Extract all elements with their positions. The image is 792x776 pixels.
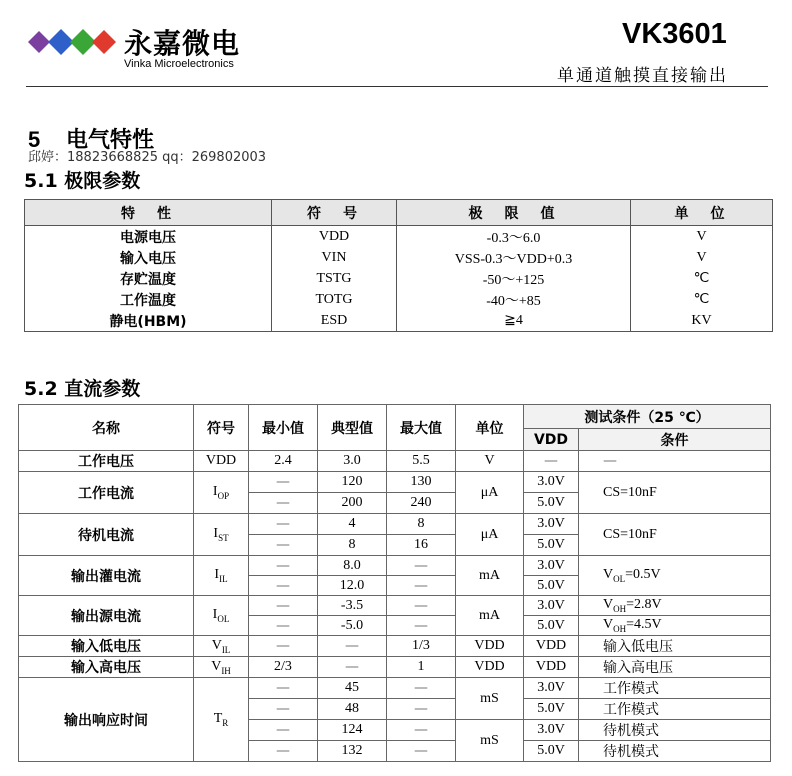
dc-typ: — [318,636,387,657]
limits-value: VSS-0.3～VDD+0.3 [397,247,631,268]
dc-title: 5.2 直流参数 [24,378,141,400]
dc-param-name: 输入低电压 [19,636,194,657]
section-number: 5 [28,127,41,152]
dc-max: — [387,556,456,576]
dc-max: 1 [387,657,456,678]
dc-vdd: 3.0V [524,720,579,741]
dc-param-name: 待机电流 [19,514,194,556]
dc-min: — [249,514,318,535]
dc-min: — [249,535,318,556]
dc-vdd: 5.0V [524,576,579,596]
dc-header-cond: 条件 [579,429,771,451]
dc-min: — [249,741,318,762]
dc-row-source-current [19,596,771,616]
dc-unit: VDD [456,636,524,657]
dc-min: — [249,556,318,576]
dc-vdd: 5.0V [524,616,579,636]
dc-row-op-current [19,472,771,493]
dc-vdd: 3.0V [524,556,579,576]
limits-unit: V [631,226,773,248]
dc-header-test-conditions: 测试条件（25 ℃） [524,405,771,429]
dc-max: — [387,576,456,596]
limits-header-cell: 极 限 值 [397,200,631,226]
limits-header-row [25,200,773,226]
dc-symbol: $I_{OP}$ [194,472,249,514]
dc-unit: mA [456,556,524,596]
limits-value: -40～+85 [397,289,631,310]
dc-param-name: 工作电流 [19,472,194,514]
limits-value: -50～+125 [397,268,631,289]
brand-name-en: Vinka Microelectronics [124,58,234,70]
limits-symbol: ESD [272,310,397,332]
dc-min: — [249,616,318,636]
limits-unit: V [631,247,773,268]
limits-row [25,226,773,248]
dc-typ: 124 [318,720,387,741]
dc-vdd: 5.0V [524,535,579,556]
dc-row-input-high [19,657,771,678]
limits-name: 静电(HBM) [25,310,272,332]
dc-unit: mS [456,720,524,762]
dc-max: 8 [387,514,456,535]
limits-row [25,247,773,268]
dc-header-unit: 单位 [456,405,524,451]
dc-symbol: $I_{OL}$ [194,596,249,636]
dc-cond: $V_{OL}=0.5V$ [579,556,771,596]
dc-symbol: VDD [194,451,249,472]
dc-min: — [249,576,318,596]
dc-max: 5.5 [387,451,456,472]
dc-header-name: 名称 [19,405,194,451]
dc-vdd: 3.0V [524,472,579,493]
dc-max: — [387,678,456,699]
limits-header-cell: 单 位 [631,200,773,226]
limits-unit: ℃ [631,289,773,310]
dc-typ: — [318,657,387,678]
dc-param-name: 工作电压 [19,451,194,472]
header-divider [26,86,768,87]
limits-table [24,199,773,332]
dc-typ: 200 [318,493,387,514]
product-subtitle: 单通道触摸直接输出 [557,66,728,86]
dc-vdd: 5.0V [524,493,579,514]
limits-symbol: TSTG [272,268,397,289]
dc-vdd: 3.0V [524,678,579,699]
limits-header-cell: 符 号 [272,200,397,226]
dc-cond: 输入低电压 [579,636,771,657]
dc-min: — [249,596,318,616]
dc-max: 240 [387,493,456,514]
dc-cond: 工作模式 [579,678,771,699]
dc-symbol: $V_{IL}$ [194,636,249,657]
dc-typ: 48 [318,699,387,720]
limits-unit: ℃ [631,268,773,289]
dc-unit: μA [456,472,524,514]
limits-row [25,268,773,289]
dc-max: — [387,741,456,762]
dc-vdd: — [524,451,579,472]
vinka-logo [28,22,118,62]
limits-row [25,289,773,310]
dc-typ: 8.0 [318,556,387,576]
dc-row-op-voltage [19,451,771,472]
dc-typ: 45 [318,678,387,699]
dc-max: — [387,699,456,720]
limits-symbol: VDD [272,226,397,248]
dc-cond: CS=10nF [579,472,771,514]
dc-row-response-time [19,678,771,699]
limits-name: 工作温度 [25,289,272,310]
dc-typ: -5.0 [318,616,387,636]
dc-max: — [387,616,456,636]
dc-min: 2.4 [249,451,318,472]
dc-typ: -3.5 [318,596,387,616]
dc-symbol: $T_R$ [194,678,249,762]
dc-table [18,404,771,762]
dc-row-sink-current [19,556,771,576]
dc-typ: 4 [318,514,387,535]
dc-row-input-low [19,636,771,657]
dc-cond: 工作模式 [579,699,771,720]
dc-symbol: $I_{ST}$ [194,514,249,556]
dc-max: 16 [387,535,456,556]
model-number: VK3601 [622,18,727,50]
dc-vdd: 3.0V [524,514,579,535]
dc-min: — [249,493,318,514]
dc-max: 1/3 [387,636,456,657]
limits-title: 5.1 极限参数 [24,170,141,192]
dc-typ: 12.0 [318,576,387,596]
dc-cond: 待机模式 [579,720,771,741]
limits-name: 电源电压 [25,226,272,248]
dc-header-vdd: VDD [524,429,579,451]
dc-unit: μA [456,514,524,556]
dc-vdd: VDD [524,636,579,657]
dc-vdd: VDD [524,657,579,678]
dc-max: 130 [387,472,456,493]
dc-unit: mA [456,596,524,636]
dc-typ: 120 [318,472,387,493]
dc-min: — [249,472,318,493]
dc-symbol: $I_{IL}$ [194,556,249,596]
logo-diamond-purple [28,31,50,53]
logo-diamond-red [92,30,116,54]
dc-typ: 3.0 [318,451,387,472]
dc-min: — [249,636,318,657]
limits-unit: KV [631,310,773,332]
dc-header-row [19,405,771,429]
dc-cond: — [579,451,771,472]
dc-cond: CS=10nF [579,514,771,556]
dc-unit: VDD [456,657,524,678]
limits-symbol: VIN [272,247,397,268]
dc-min: 2/3 [249,657,318,678]
dc-header-min: 最小值 [249,405,318,451]
dc-header-symbol: 符号 [194,405,249,451]
dc-param-name: 输出灌电流 [19,556,194,596]
limits-name: 输入电压 [25,247,272,268]
dc-cond: 输入高电压 [579,657,771,678]
limits-symbol: TOTG [272,289,397,310]
dc-cond: $V_{OH}=4.5V$ [579,616,771,636]
contact-info: 邱婷：18823668825 qq：269802003 [28,150,267,165]
limits-row [25,310,773,332]
dc-typ: 132 [318,741,387,762]
dc-cond: 待机模式 [579,741,771,762]
dc-cond: $V_{OH}=2.8V$ [579,596,771,616]
brand-name-cn: 永嘉微电 [124,27,241,60]
dc-symbol: $V_{IH}$ [194,657,249,678]
dc-min: — [249,699,318,720]
limits-value: -0.3～6.0 [397,226,631,248]
dc-max: — [387,596,456,616]
dc-min: — [249,678,318,699]
section-heading: 电气特性 [66,128,155,153]
limits-name: 存贮温度 [25,268,272,289]
dc-unit: mS [456,678,524,720]
dc-header-typ: 典型值 [318,405,387,451]
dc-vdd: 5.0V [524,741,579,762]
dc-param-name: 输入高电压 [19,657,194,678]
dc-row-standby-current [19,514,771,535]
dc-param-name: 输出响应时间 [19,678,194,762]
dc-unit: V [456,451,524,472]
dc-vdd: 3.0V [524,596,579,616]
dc-param-name: 输出源电流 [19,596,194,636]
dc-header-max: 最大值 [387,405,456,451]
limits-value: ≧4 [397,310,631,332]
dc-vdd: 5.0V [524,699,579,720]
dc-typ: 8 [318,535,387,556]
dc-max: — [387,720,456,741]
dc-min: — [249,720,318,741]
limits-header-cell: 特 性 [25,200,272,226]
